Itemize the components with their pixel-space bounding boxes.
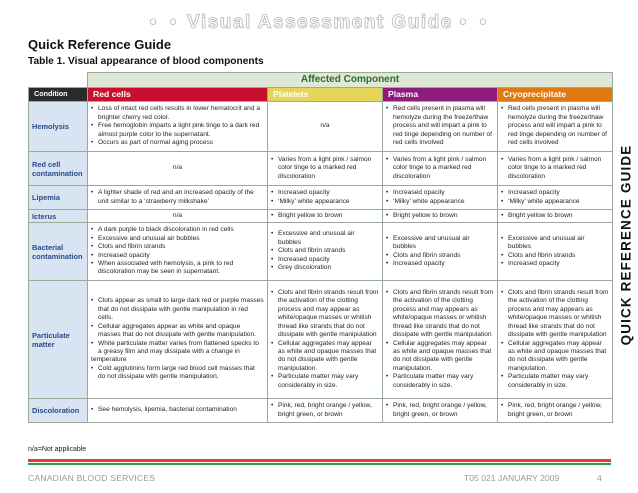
list-item: • Increased opacity [386, 189, 494, 197]
list-item: • Red cells present in plasma will hemolyze during the freeze/thaw process and will impart a pink to red tinge depending on number of red cells involved [386, 105, 494, 147]
footer-rule-green [28, 463, 611, 465]
assessment-table-wrap [28, 72, 612, 423]
platelets-cell [268, 399, 383, 423]
header-condition: Condition [29, 88, 88, 102]
list-item: • Grey discoloration [271, 264, 379, 272]
cryo-cell [498, 399, 613, 423]
table-row [29, 399, 613, 423]
table-row [29, 223, 613, 281]
page-number: 4 [597, 473, 602, 483]
cryo-cell [498, 186, 613, 210]
platelets-cell: n/a [268, 102, 383, 152]
list-item: • Clots and fibrin strands [386, 252, 494, 260]
table-row [29, 281, 613, 399]
affected-component-label: Affected Component [88, 73, 613, 88]
list-item: • Clots and fibrin strands [91, 243, 264, 251]
plasma-cell [383, 223, 498, 281]
list-item: • Increased opacity [386, 260, 494, 268]
list-item: • A lighter shade of red and an increased opacity of the unit similar to a ‘strawberry milkshake’ [91, 189, 264, 206]
platelets-cell [268, 186, 383, 210]
list-item: • Bright yellow to brown [271, 212, 379, 220]
banner-dots-right: • • [459, 12, 491, 33]
plasma-cell [383, 152, 498, 186]
table-row [29, 210, 613, 223]
list-item: • Excessive and unusual air bubbles [501, 235, 609, 252]
list-item: • Varies from a light pink / salmon color tinge to a marked red discoloration [271, 156, 379, 181]
cryo-cell [498, 102, 613, 152]
list-item: • Cold agglutinins form large red blood cell masses that do not dissipate with gentle manipulation. [91, 365, 264, 382]
list-item: • Cellular aggregates may appear as white and opaque masses that do not dissipate with gentle manipulation. [386, 340, 494, 374]
list-item: • Pink, red, bright orange / yellow, bright green, or brown [501, 402, 609, 419]
header-row [29, 88, 613, 102]
platelets-cell [268, 210, 383, 223]
list-item: • Clots and fibrin strands result from the activation of the clotting process and may appear as white/opaque masses or whitish thread like strands that do not dissipate with gentle manipulation [271, 289, 379, 339]
cryo-cell [498, 281, 613, 399]
footer-rule-red [28, 459, 611, 462]
list-item: • White particulate matter varies from flattened specks to a greasy film and may dissipate with a change in [91, 340, 264, 357]
platelets-cell [268, 281, 383, 399]
list-item: • ‘Milky’ white appearance [271, 198, 379, 206]
condition-cell: Icterus [29, 210, 88, 223]
affected-row [29, 73, 613, 88]
list-item: • Pink, red, bright orange / yellow, bright green, or brown [271, 402, 379, 419]
header-red-cells: Red cells [88, 88, 268, 102]
plasma-cell [383, 186, 498, 210]
footnote: n/a=Not applicable [28, 446, 87, 453]
platelets-cell [268, 223, 383, 281]
plasma-cell [383, 399, 498, 423]
page-title: Quick Reference Guide [28, 37, 172, 52]
side-title [618, 130, 634, 360]
list-item: • Clots and fibrin strands [501, 252, 609, 260]
list-item: • When associated with hemolysis, a pink to red discoloration may be seen in supernatant. [91, 260, 264, 277]
red-cells-cell: n/a [88, 152, 268, 186]
red-cells-cell [88, 186, 268, 210]
list-item: • Pink, red, bright orange / yellow, bright green, or brown [386, 402, 494, 419]
list-item: • Clots appear as small to large dark red or purple masses that do not dissipate with gentle manipulation in red cells. [91, 297, 264, 322]
red-cells-cell [88, 102, 268, 152]
table-row [29, 186, 613, 210]
list-item: • Clots and fibrin strands result from the activation of the clotting process and may appears as white/opaque masses or whitish thread like strands that do not dissipate with gentle manipulation [386, 289, 494, 339]
plasma-cell [383, 102, 498, 152]
list-item: • Clots and fibrin strands [271, 247, 379, 255]
condition-cell: Discoloration [29, 399, 88, 423]
banner-text: Visual Assessment Guide [187, 12, 453, 33]
list-item: • Cellular aggregates may appear as white and opaque masses that do not dissipate with gentle manipulation. [501, 340, 609, 374]
side-title-text: QUICK REFERENCE GUIDE [618, 144, 634, 346]
list-item: • Loss of intact red cells results in lower hematocrit and a brighter cherry red color. [91, 105, 264, 122]
list-item: • Bright yellow to brown [501, 212, 609, 220]
table-row [29, 152, 613, 186]
condition-cell: Particulate matter [29, 281, 88, 399]
banner-dots-left: • • [149, 12, 181, 33]
cryo-cell [498, 152, 613, 186]
list-item: • Varies from a light pink / salmon color tinge to a marked red discoloration [386, 156, 494, 181]
assessment-table [28, 72, 613, 423]
list-item: • Particulate matter may vary considerably in size. [386, 373, 494, 390]
footer-code: T05 021 JANUARY 2009 [464, 473, 560, 483]
table-caption: Table 1. Visual appearance of blood components [28, 56, 264, 67]
list-item: • Increased opacity [271, 256, 379, 264]
list-item: • Increased opacity [271, 189, 379, 197]
list-item: • ‘Milky’ white appearance [501, 198, 609, 206]
list-item: • ‘Milky’ white appearance [386, 198, 494, 206]
header-platelets: Platelets [268, 88, 383, 102]
list-item: • Cellular aggregates may appear as white and opaque masses that do not dissipate with gentle manipulation. [271, 340, 379, 374]
header-plasma: Plasma [383, 88, 498, 102]
list-item: • Red cells present in plasma will hemolyze during the freeze/thaw process and will impart a pink to red tinge depending on number of red cells involved [501, 105, 609, 147]
red-cells-cell [88, 223, 268, 281]
list-item: • Particulate matter may vary considerably in size. [271, 373, 379, 390]
list-item: • Excessive and unusual air bubbles [386, 235, 494, 252]
list-item: • Clots and fibrin strands result from the activation of the clotting process and may appears as white/opaque masses or whitish thread like strands that do not dissipate with gentle manipulation [501, 289, 609, 339]
list-item: • Particulate matter may vary considerably in size. [501, 373, 609, 390]
red-cells-cell: n/a [88, 210, 268, 223]
condition-cell: Lipemia [29, 186, 88, 210]
list-item: • Occurs as part of normal aging process [91, 139, 264, 147]
cryo-cell [498, 210, 613, 223]
plasma-cell [383, 210, 498, 223]
platelets-cell [268, 152, 383, 186]
list-item: • Excessive and unusual air bubbles [271, 230, 379, 247]
list-item: • See hemolysis, lipemia, bacterial contamination [91, 406, 264, 414]
list-item: • Bright yellow to brown [386, 212, 494, 220]
red-cells-cell [88, 399, 268, 423]
list-item: • A dark purple to black discoloration in red cells [91, 226, 264, 234]
list-item: • Increased opacity [501, 260, 609, 268]
condition-cell: Hemolysis [29, 102, 88, 152]
list-item: • Varies from a light pink / salmon color tinge to a marked red discoloration [501, 156, 609, 181]
red-cells-cell [88, 281, 268, 399]
list-item: • Excessive and unusual air bubbles [91, 235, 264, 243]
table-row [29, 102, 613, 152]
condition-cell: Red cell contamination [29, 152, 88, 186]
cryo-cell [498, 223, 613, 281]
list-item: • Cellular aggregates appear as white and opaque masses that do not dissipate with gentle manipulation. [91, 323, 264, 340]
list-item: • Increased opacity [501, 189, 609, 197]
banner-title [28, 12, 612, 34]
header-cryoprecipitate: Cryoprecipitate [498, 88, 613, 102]
list-item: • Free hemoglobin imparts a light pink tinge to a dark red almost purple color to the supernatant. [91, 122, 264, 139]
plasma-cell [383, 281, 498, 399]
footer-org: CANADIAN BLOOD SERVICES [28, 473, 156, 483]
list-item: • Increased opacity [91, 252, 264, 260]
list-item-continued: temperature [91, 356, 127, 364]
condition-cell: Bacterial contamination [29, 223, 88, 281]
